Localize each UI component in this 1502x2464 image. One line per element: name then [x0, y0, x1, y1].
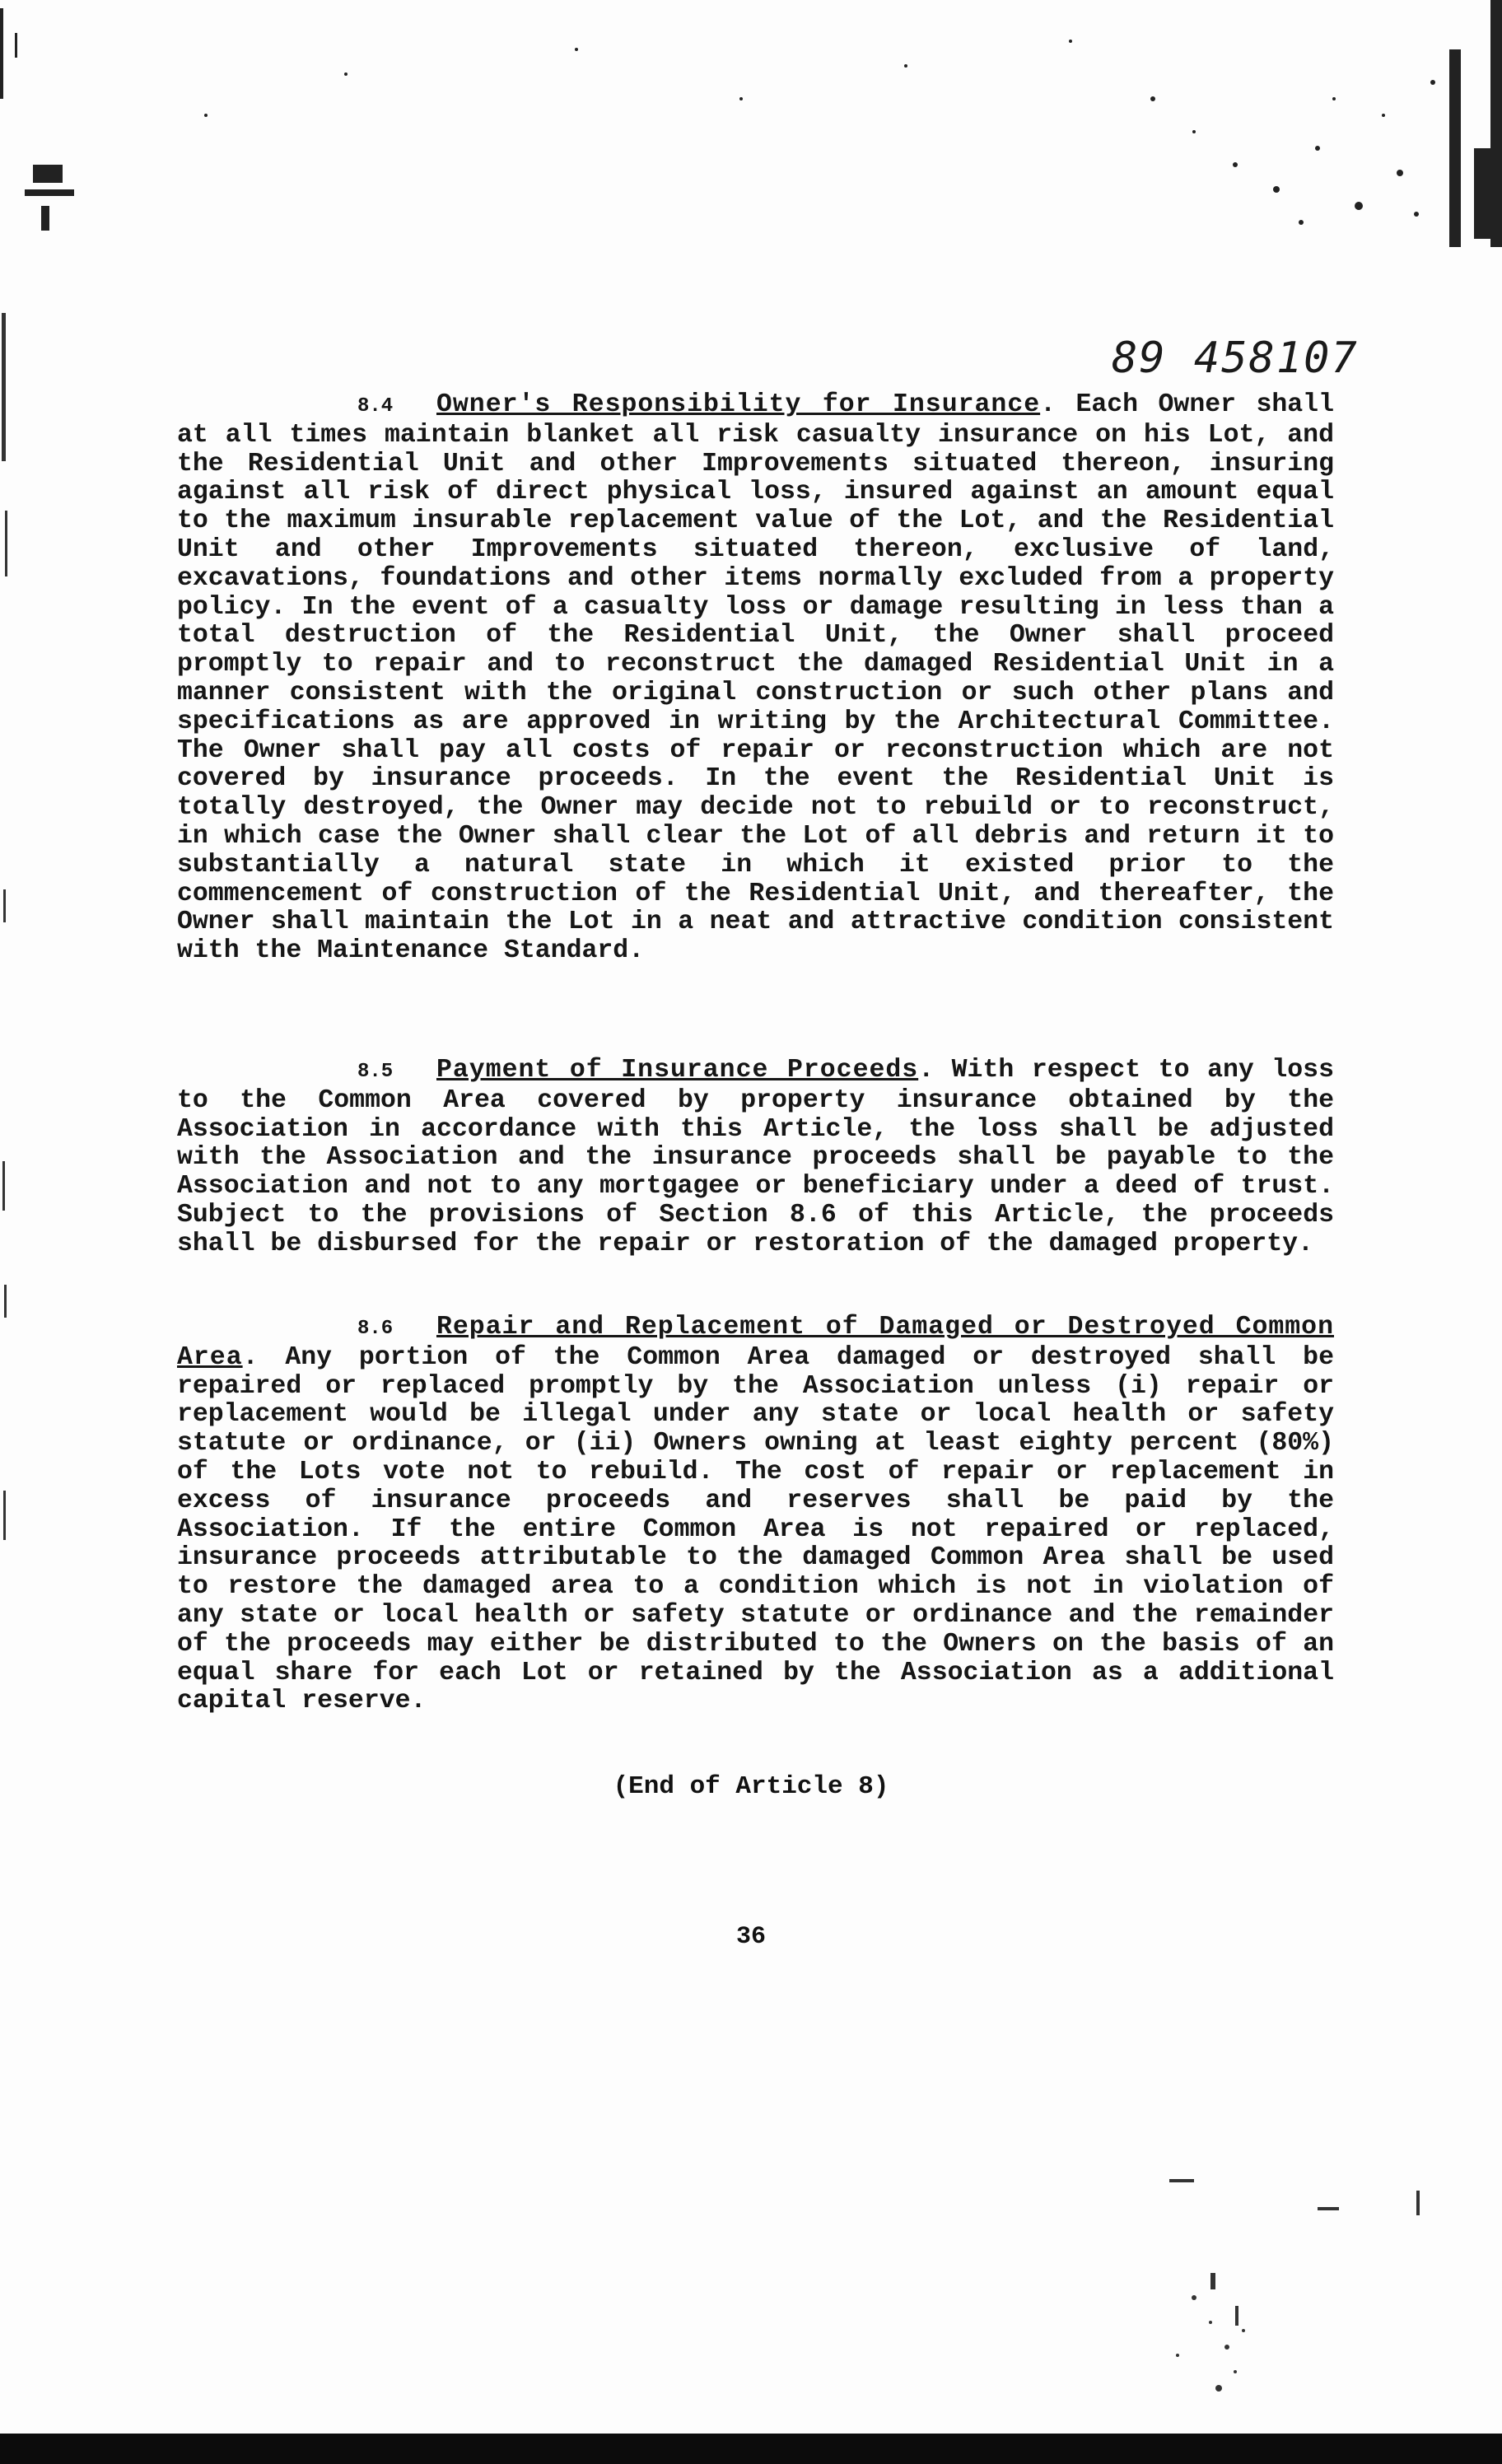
scan-border-bottom: [0, 2434, 1502, 2464]
section-body: . Each Owner shall at all times maintain blanket all risk casualty insurance on his Lot, and the Residential Unit and other Improvements situated thereon, insuring against all risk of direct physical loss, insured against an amount equal to the maximum insurable replacement value of the Lot, and the Residential Unit and other Improvements situated thereon, exclusive of land, excavations, foundations and other items normally excluded from a property policy. In the event of a casualty loss or damage resulting in less than a total destruction of the Residential Unit, the Owner shall proceed promptly to repair and to reconstruct the damaged Residential Unit in a manner consistent with the original construction or such other plans and specifications as are approved in writing by the Architectural Committee. The Owner shall pay all costs of repair or reconstruction which are not covered by insurance proceeds. In the event the Residential Unit is totally destroyed, the Owner may decide not to rebuild or to reconstruct, in which case the Owner shall clear the Lot of all debris and return it to substantially a natural state in which it existed prior to the commencement of construction of the Residential Unit, and thereafter, the Owner shall maintain the Lot in a neat and attractive condition consistent with the Maintenance Standard.: [177, 390, 1334, 966]
section-8-4: [177, 391, 1334, 966]
section-heading: Payment of Insurance Proceeds: [436, 1056, 919, 1085]
page-number: 36: [735, 1923, 766, 1951]
end-of-article-note: (End of Article 8): [613, 1772, 889, 1801]
section-8-5: [177, 1057, 1334, 1259]
section-number: 8.5: [357, 1061, 394, 1083]
section-number: 8.6: [357, 1318, 394, 1340]
section-heading: Repair and Replacement of Damaged or Destroyed Common Area: [177, 1313, 1334, 1372]
scan-edge-left: [0, 296, 25, 1696]
document-number: 89 458107: [1112, 334, 1359, 383]
section-heading: Owner's Responsibility for Insurance: [436, 390, 1041, 419]
section-8-6: [177, 1314, 1334, 1716]
section-number: 8.4: [357, 395, 394, 418]
section-body: . With respect to any loss to the Common Area covered by property insurance obtained by the Association in accordance with this Article, the loss shall be adjusted with the Association and the insurance proceeds shall be payable to the Association and not to any mortgagee or beneficiary under a deed of trust. Subject to the provisions of Section 8.6 of this Article, the proceeds shall be disbursed for the repair or restoration of the damaged property.: [177, 1056, 1334, 1258]
section-body: . Any portion of the Common Area damaged or destroyed shall be repaired or replaced promptly by the Association unless (i) repair or replacement would be illegal under any state or local health or safety statute or ordinance, or (ii) Owners owning at least eighty percent (80%) of the Lots vote not to rebuild. The cost of repair or replacement in excess of insurance proceeds and reserves shall be paid by the Association. If the entire Common Area is not repaired or replaced, insurance proceeds attributable to the damaged Common Area shall be used to restore the damaged area to a condition which is not in violation of any state or local health or safety statute or ordinance and the remainder of the proceeds may either be distributed to the Owners on the basis of an equal share for each Lot or retained by the Association as a additional capital reserve.: [177, 1342, 1334, 1716]
scan-noise-top: [0, 0, 1502, 247]
scan-noise-bottom: [0, 2174, 1502, 2464]
